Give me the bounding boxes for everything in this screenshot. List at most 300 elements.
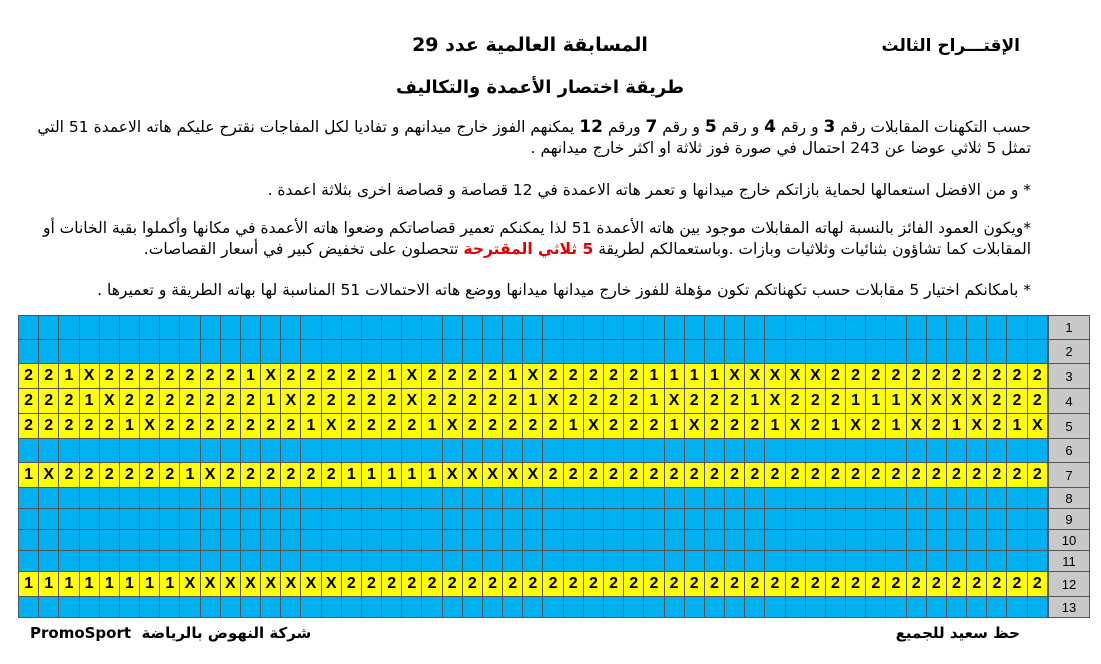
grid-cell [866,551,886,572]
columns-grid [18,315,1048,618]
grid-cell [906,551,926,572]
grid-cell [462,509,482,530]
grid-cell [160,597,180,618]
grid-cell: 1 [644,389,664,414]
grid-cell [785,316,805,340]
grid-row [19,488,1048,509]
grid-cell: 2 [503,572,523,597]
grid-cell [220,316,240,340]
grid-cell: X [140,414,160,439]
grid-cell: 1 [382,463,402,488]
grid-cell [301,316,321,340]
grid-cell [624,340,644,364]
paragraph-winning-column: *ويكون العمود الفائز بالنسبة لهاته المقابلات موجود بين هاته الأعمدة 51 لذا يمكنكم تعمير قصاصاتكم وضعوا هاته الأعمدة في مكانها وأكملوا بقية الخانات أو المقابلات كما تشاؤون بثنائيات وثلاثيات وبازات .وباستعمالكم لطريقة 5 ثلاثي المقترحة تتحصلون على تخفيض كبير في أسعار القصاصات. [42,219,1031,258]
grid-cell: 2 [240,414,260,439]
grid-cell [361,597,381,618]
grid-cell [462,439,482,463]
grid-cell: 2 [785,389,805,414]
grid-cell [563,551,583,572]
grid-cell: 2 [603,364,623,389]
row-number: 11 [1049,551,1090,572]
grid-cell [805,509,825,530]
grid-cell [583,597,603,618]
grid-cell: 2 [603,463,623,488]
grid-cell [1007,551,1027,572]
grid-cell: 2 [543,414,563,439]
grid-cell [19,509,39,530]
grid-cell: 2 [603,414,623,439]
grid-cell [59,316,79,340]
grid-cell: 2 [341,389,361,414]
grid-cell: 2 [886,463,906,488]
grid-cell [180,597,200,618]
grid-cell [200,597,220,618]
grid-cell [240,316,260,340]
grid-cell [906,530,926,551]
grid-cell: 2 [765,572,785,597]
grid-cell [321,597,341,618]
grid-cell [543,530,563,551]
grid-cell [805,597,825,618]
grid-cell: 2 [140,364,160,389]
grid-cell: X [482,463,502,488]
grid-cell [563,316,583,340]
grid-cell [603,530,623,551]
grid-cell: 2 [563,389,583,414]
row-number: 6 [1049,439,1090,463]
grid-cell: 2 [361,572,381,597]
grid-cell [987,551,1007,572]
grid-cell [19,597,39,618]
grid-cell: 1 [301,414,321,439]
grid-cell [664,597,684,618]
grid-cell [725,509,745,530]
grid-cell: 2 [926,364,946,389]
method-highlight: 5 ثلاثي المقترحة [463,240,594,258]
grid-cell [603,597,623,618]
grid-cell: 2 [361,364,381,389]
grid-cell: 2 [987,414,1007,439]
grid-cell [402,316,422,340]
grid-cell [321,530,341,551]
grid-cell [200,530,220,551]
grid-cell: X [99,389,119,414]
grid-cell [59,439,79,463]
grid-cell [987,488,1007,509]
row-number: 13 [1049,597,1090,618]
grid-cell [422,439,442,463]
grid-cell: 2 [745,414,765,439]
grid-row [19,551,1048,572]
grid-cell [563,509,583,530]
grid-cell [301,551,321,572]
grid-cell: X [240,572,260,597]
grid-cell: 1 [664,414,684,439]
grid-cell: 2 [462,414,482,439]
grid-cell [664,488,684,509]
grid-cell [785,551,805,572]
grid-cell [59,488,79,509]
grid-cell [886,530,906,551]
grid-cell [99,488,119,509]
grid-cell [119,340,139,364]
grid-cell [725,488,745,509]
grid-row [19,530,1048,551]
grid-cell [19,316,39,340]
grid-cell: 1 [563,414,583,439]
grid-cell: 2 [785,572,805,597]
grid-cell: 2 [503,414,523,439]
grid-cell: 2 [926,463,946,488]
grid-cell: 1 [886,414,906,439]
grid-row [19,439,1048,463]
grid-cell [624,551,644,572]
grid-cell [765,530,785,551]
grid-cell: 2 [462,364,482,389]
grid-cell: 2 [523,572,543,597]
grid-cell [987,340,1007,364]
grid-cell [119,597,139,618]
grid-cell: 1 [240,364,260,389]
grid-cell [240,530,260,551]
grid-cell [462,316,482,340]
grid-cell [119,316,139,340]
grid-cell [442,439,462,463]
grid-cell: X [946,389,966,414]
grid-cell [240,597,260,618]
grid-cell: X [765,389,785,414]
grid-cell: 2 [1027,572,1047,597]
grid-cell: 2 [866,414,886,439]
grid-cell [160,488,180,509]
grid-cell [482,340,502,364]
grid-cell [321,551,341,572]
grid-cell [220,551,240,572]
grid-cell [140,340,160,364]
grid-cell [503,551,523,572]
grid-cell [200,509,220,530]
grid-cell: X [301,572,321,597]
grid-cell: 2 [825,572,845,597]
grid-cell [886,488,906,509]
grid-cell [745,509,765,530]
grid-cell [261,316,281,340]
grid-row [19,414,1048,439]
grid-cell: 2 [482,572,502,597]
grid-cell: 2 [805,414,825,439]
grid-cell: 2 [866,463,886,488]
grid-cell: 2 [664,463,684,488]
grid-cell [583,340,603,364]
grid-cell [644,551,664,572]
grid-cell [482,316,502,340]
grid-cell [906,509,926,530]
grid-cell [704,509,724,530]
grid-cell: 1 [180,463,200,488]
grid-cell [725,551,745,572]
grid-cell: 2 [422,389,442,414]
grid-cell: 2 [1007,463,1027,488]
grid-cell [99,597,119,618]
grid-cell: X [523,364,543,389]
grid-cell [79,439,99,463]
grid-cell: 1 [402,463,422,488]
grid-cell [644,597,664,618]
grid-cell [684,340,704,364]
grid-cell [180,530,200,551]
grid-cell [1007,530,1027,551]
grid-cell [442,488,462,509]
grid-cell [644,316,664,340]
grid-cell [583,316,603,340]
grid-cell [39,488,59,509]
grid-cell [462,530,482,551]
grid-cell [160,509,180,530]
grid-cell: 2 [341,414,361,439]
grid-cell [825,551,845,572]
grid-cell: 2 [926,572,946,597]
grid-cell [39,597,59,618]
grid-cell [382,439,402,463]
grid-cell [563,439,583,463]
row-number: 8 [1049,488,1090,509]
grid-cell [684,551,704,572]
grid-cell: 2 [946,364,966,389]
grid-cell [200,340,220,364]
grid-cell [725,530,745,551]
grid-cell [140,597,160,618]
grid-cell [261,551,281,572]
grid-cell [442,551,462,572]
grid-cell: 2 [422,572,442,597]
grid-cell [745,439,765,463]
grid-cell: 2 [59,389,79,414]
grid-cell [1007,340,1027,364]
grid-cell [846,530,866,551]
grid-cell: 2 [745,572,765,597]
grid-cell [725,316,745,340]
grid-cell: X [261,364,281,389]
grid-cell: 2 [200,364,220,389]
grid-cell: 2 [745,463,765,488]
grid-cell [745,488,765,509]
row-number: 5 [1049,414,1090,439]
grid-cell: 1 [825,414,845,439]
grid-row [19,316,1048,340]
grid-cell: 2 [644,463,664,488]
grid-cell: X [281,572,301,597]
grid-row [19,389,1048,414]
grid-cell [644,509,664,530]
grid-row [19,340,1048,364]
grid-cell [967,439,987,463]
grid-cell: 2 [886,364,906,389]
paragraph-choice: * بامكانكم اختيار 5 مقابلات حسب تكهناتكم تكون مؤهلة للفوز خارج ميدانها ميدانها ووضع هاته الاحتمالات 51 المناسبة لها بهاته الطريقة و تعميرها . [97,281,1031,299]
grid-cell [321,316,341,340]
grid-cell: 2 [644,414,664,439]
grid-cell: X [805,364,825,389]
grid-cell: 2 [846,364,866,389]
grid-cell [523,439,543,463]
grid-cell: 2 [200,389,220,414]
grid-cell [382,509,402,530]
grid-cell: 2 [341,364,361,389]
grid-cell [321,340,341,364]
grid-cell: 2 [220,414,240,439]
grid-cell [160,316,180,340]
grid-cell [301,488,321,509]
row-number: 2 [1049,340,1090,364]
grid-cell: 2 [442,364,462,389]
grid-cell [140,488,160,509]
grid-cell [926,488,946,509]
grid-cell [765,439,785,463]
grid-cell: 2 [704,463,724,488]
grid-cell: 2 [1007,572,1027,597]
grid-cell: 2 [704,414,724,439]
grid-cell [644,439,664,463]
grid-cell [745,340,765,364]
grid-cell [684,530,704,551]
grid-cell: 1 [523,389,543,414]
grid-cell [281,316,301,340]
grid-cell: 2 [361,414,381,439]
grid-cell [220,340,240,364]
grid-cell [543,509,563,530]
grid-cell [664,316,684,340]
grid-cell [462,488,482,509]
grid-cell [99,509,119,530]
grid-cell: X [906,414,926,439]
grid-cell: 2 [583,572,603,597]
grid-cell: 1 [866,389,886,414]
grid-cell: 2 [301,389,321,414]
grid-cell: 2 [523,414,543,439]
grid-cell [967,316,987,340]
grid-cell [846,509,866,530]
grid-cell: 2 [967,572,987,597]
grid-row [19,463,1048,488]
grid-cell [422,316,442,340]
grid-cell: X [664,389,684,414]
grid-cell: 2 [543,463,563,488]
page-subtitle: طريقة اختصار الأعمدة والتكاليف [395,77,685,98]
grid-cell: 2 [603,572,623,597]
grid-cell [1027,597,1047,618]
grid-cell: 2 [1007,389,1027,414]
grid-cell [704,488,724,509]
grid-cell [684,488,704,509]
grid-cell [765,597,785,618]
grid-cell: 2 [321,463,341,488]
grid-cell [664,530,684,551]
grid-cell: 2 [39,389,59,414]
grid-cell [402,530,422,551]
grid-cell: 2 [967,463,987,488]
grid-cell [886,316,906,340]
grid-cell [422,488,442,509]
grid-cell [422,509,442,530]
grid-cell: 2 [281,463,301,488]
grid-cell [19,551,39,572]
grid-cell: 2 [301,364,321,389]
grid-cell [482,509,502,530]
grid-cell [846,597,866,618]
grid-cell [967,551,987,572]
grid-cell [200,551,220,572]
grid-cell: 2 [160,414,180,439]
grid-cell: 2 [341,572,361,597]
grid-cell: 1 [160,572,180,597]
brand-name: PromoSport [30,624,132,642]
grid-cell: 2 [503,389,523,414]
grid-cell [603,340,623,364]
grid-cell: X [765,364,785,389]
grid-cell: 1 [886,389,906,414]
grid-cell: 2 [725,389,745,414]
grid-cell: X [745,364,765,389]
grid-cell [543,316,563,340]
grid-cell [341,439,361,463]
grid-cell [886,340,906,364]
grid-cell: 2 [543,364,563,389]
grid-cell [261,488,281,509]
grid-cell [725,340,745,364]
grid-cell [946,597,966,618]
grid-cell: 1 [79,572,99,597]
grid-cell: 1 [39,572,59,597]
grid-cell: 2 [926,414,946,439]
grid-cell [603,439,623,463]
grid-cell [987,316,1007,340]
grid-cell [583,439,603,463]
grid-cell: X [462,463,482,488]
grid-cell: X [39,463,59,488]
grid-cell: 2 [906,364,926,389]
grid-cell [926,316,946,340]
grid-cell [119,488,139,509]
grid-cell [543,439,563,463]
grid-cell: X [1027,414,1047,439]
grid-cell [523,597,543,618]
grid-cell [382,316,402,340]
grid-cell: X [503,463,523,488]
grid-cell [1007,488,1027,509]
grid-cell: 2 [644,572,664,597]
grid-cell: X [543,389,563,414]
grid-cell [220,488,240,509]
grid-cell [119,530,139,551]
grid-cell [846,488,866,509]
grid-row [19,597,1048,618]
grid-cell [624,597,644,618]
grid-cell [624,439,644,463]
grid-cell [523,316,543,340]
grid-cell: 2 [1027,389,1047,414]
grid-cell [926,530,946,551]
grid-cell [785,509,805,530]
grid-cell [866,439,886,463]
grid-cell [503,530,523,551]
grid-cell [301,530,321,551]
grid-cell: 2 [765,463,785,488]
grid-cell [563,530,583,551]
grid-cell [785,340,805,364]
grid-cell: 2 [99,463,119,488]
grid-cell [846,316,866,340]
grid-cell: 2 [725,463,745,488]
grid-cell [119,509,139,530]
